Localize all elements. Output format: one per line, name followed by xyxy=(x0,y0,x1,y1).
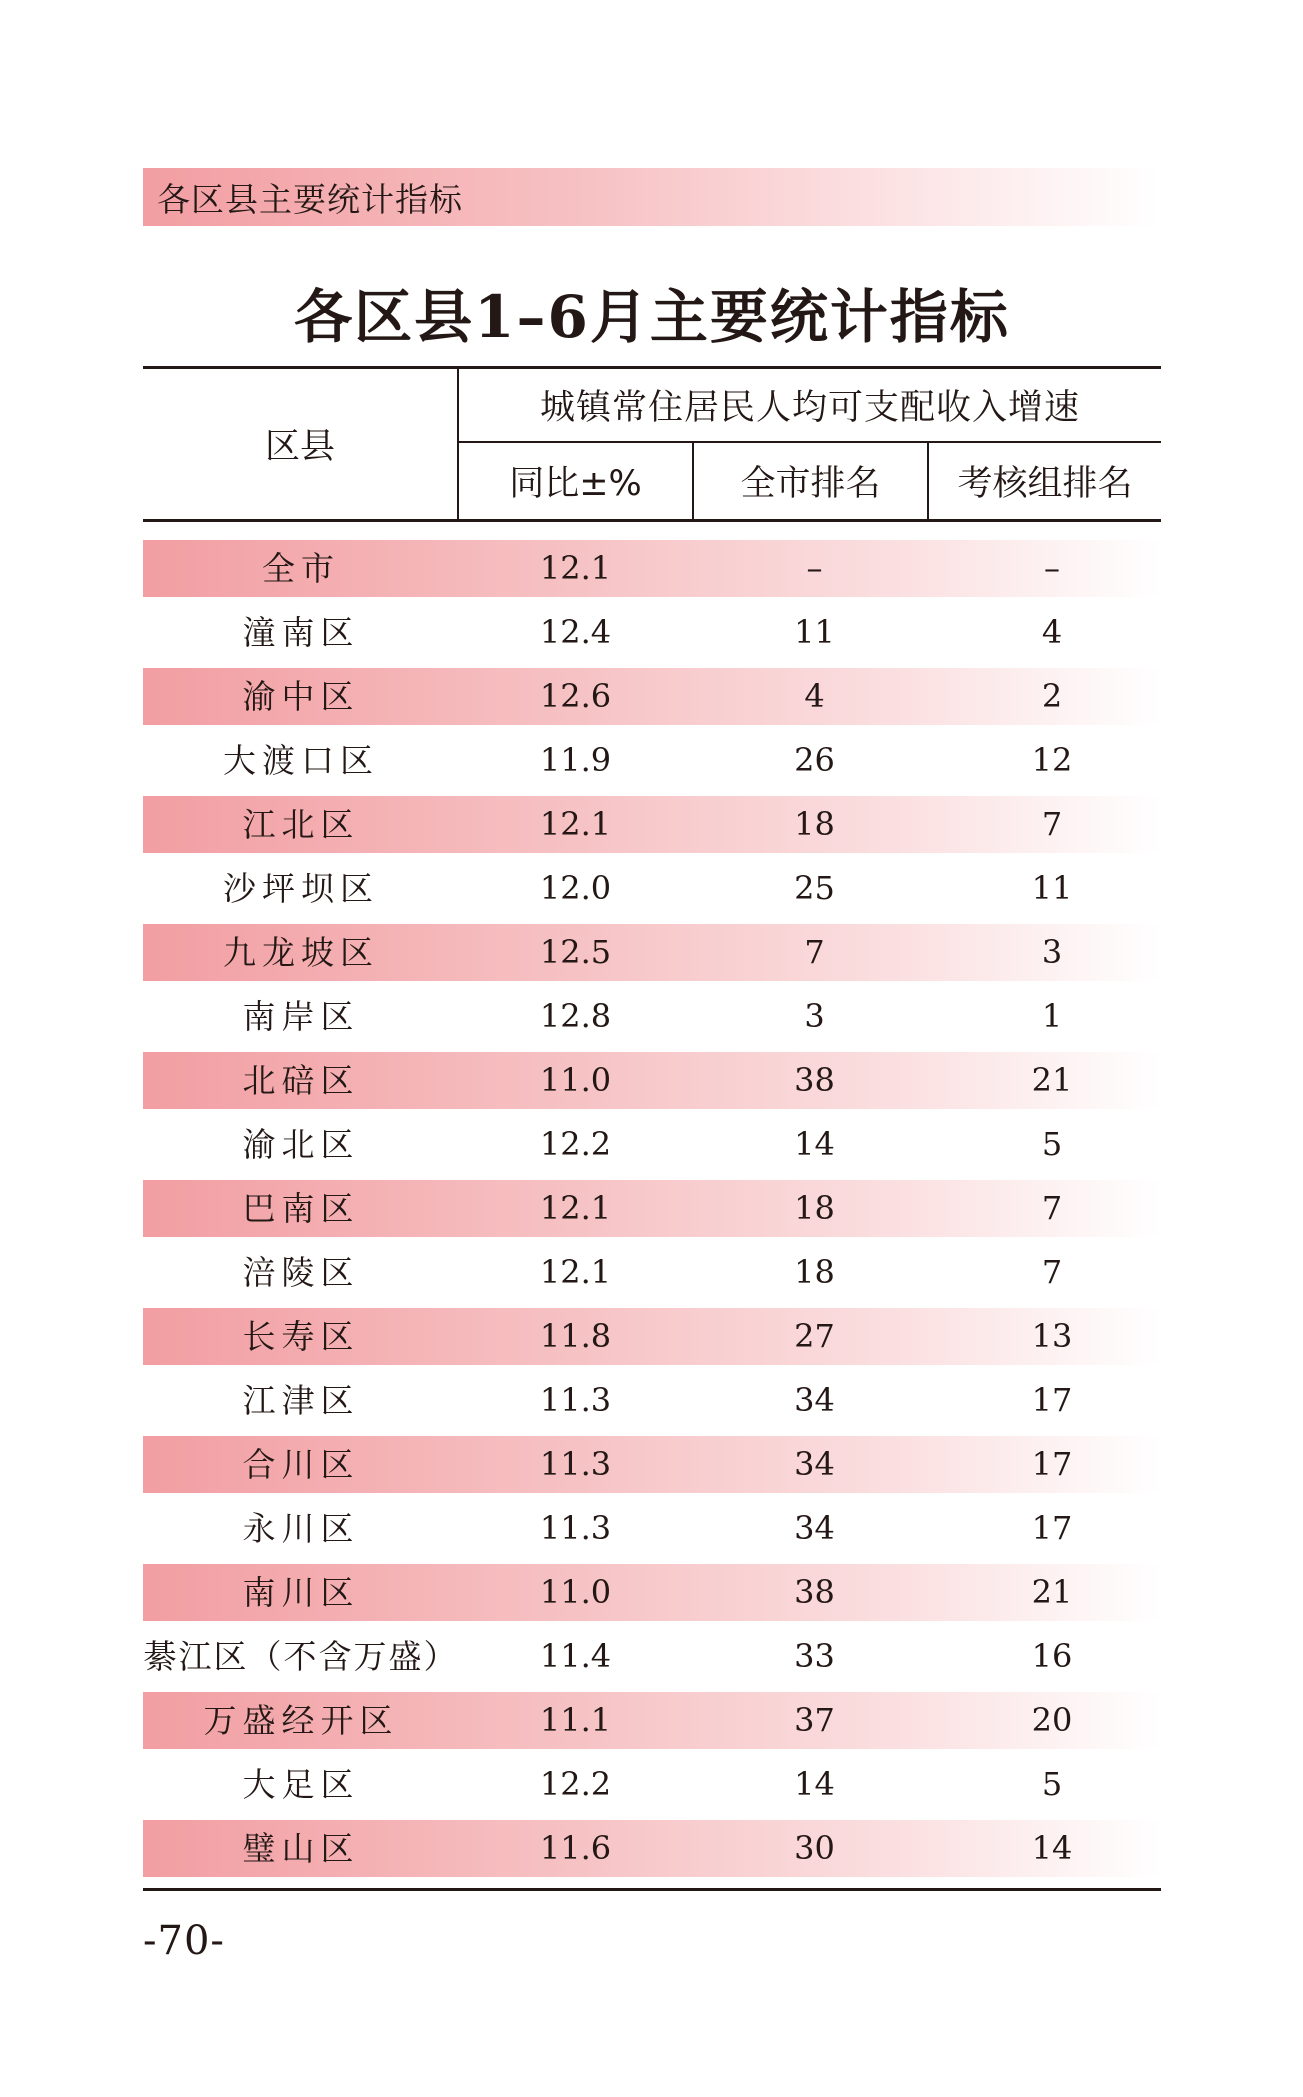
region-name: 璧山区 xyxy=(242,1829,360,1868)
table-row xyxy=(143,1116,1161,1173)
table-row xyxy=(143,1244,1161,1301)
city-rank-value: 3 xyxy=(804,997,825,1035)
group-rank-value: 17 xyxy=(1031,1445,1073,1483)
table-row xyxy=(143,1436,1161,1493)
region-name: 九龙坡区 xyxy=(223,933,379,972)
group-rank-value: 16 xyxy=(1031,1637,1073,1675)
yoy-value: 12.1 xyxy=(539,1253,612,1291)
region-name: 沙坪坝区 xyxy=(223,869,379,908)
city-rank-value: 18 xyxy=(794,805,835,843)
yoy-value: 12.0 xyxy=(539,869,612,907)
yoy-value: 12.1 xyxy=(539,549,612,587)
yoy-value: 12.1 xyxy=(539,805,612,843)
yoy-value: 11.3 xyxy=(539,1381,612,1419)
region-name: 合川区 xyxy=(242,1445,360,1484)
city-rank-value: 4 xyxy=(804,677,825,715)
header-city-rank: 全市排名 xyxy=(694,443,929,519)
city-rank-value: 34 xyxy=(794,1509,835,1547)
table-row xyxy=(143,860,1161,917)
region-name: 涪陵区 xyxy=(242,1253,360,1292)
yoy-value: 11.1 xyxy=(539,1701,612,1739)
yoy-value: 11.8 xyxy=(539,1317,612,1355)
region-name: 南川区 xyxy=(242,1573,360,1612)
region-name: 万盛经开区 xyxy=(203,1701,399,1740)
region-name: 渝北区 xyxy=(242,1125,360,1164)
yoy-value: 12.1 xyxy=(539,1189,612,1227)
group-rank-value: 5 xyxy=(1041,1125,1063,1163)
city-rank-value: 11 xyxy=(794,613,835,651)
table-row xyxy=(143,604,1161,661)
group-rank-value: 20 xyxy=(1031,1701,1073,1739)
table-header xyxy=(143,369,1161,519)
group-rank-value: 12 xyxy=(1031,741,1073,779)
table-row xyxy=(143,988,1161,1045)
table-bottom-rule xyxy=(143,1888,1161,1891)
yoy-value: 11.6 xyxy=(539,1829,612,1867)
group-rank-value: 2 xyxy=(1041,677,1063,715)
region-name: 大足区 xyxy=(242,1765,360,1804)
region-name: 潼南区 xyxy=(242,613,360,652)
group-rank-value: 7 xyxy=(1041,1253,1063,1291)
city-rank-value: 14 xyxy=(794,1125,835,1163)
section-header xyxy=(143,168,1161,226)
region-name: 南岸区 xyxy=(242,997,360,1036)
table-row xyxy=(143,1820,1161,1877)
group-rank-value: 14 xyxy=(1031,1829,1073,1867)
table-row xyxy=(143,1756,1161,1813)
table-row xyxy=(143,924,1161,981)
group-rank-value: 7 xyxy=(1041,805,1063,843)
table-row xyxy=(143,1180,1161,1237)
city-rank-value: – xyxy=(806,549,823,587)
city-rank-value: 34 xyxy=(794,1445,835,1483)
group-rank-value: 11 xyxy=(1031,869,1073,907)
region-name: 渝中区 xyxy=(242,677,360,716)
city-rank-value: 34 xyxy=(794,1381,835,1419)
group-rank-value: 4 xyxy=(1041,613,1063,651)
table-header-rule xyxy=(143,519,1161,522)
group-rank-value: 5 xyxy=(1041,1765,1063,1803)
region-name: 北碚区 xyxy=(242,1061,360,1100)
group-rank-value: 13 xyxy=(1031,1317,1073,1355)
yoy-value: 12.8 xyxy=(539,997,612,1035)
table-row xyxy=(143,668,1161,725)
city-rank-value: 7 xyxy=(804,933,825,971)
table-row xyxy=(143,1308,1161,1365)
city-rank-value: 33 xyxy=(794,1637,835,1675)
group-rank-value: 21 xyxy=(1031,1061,1073,1099)
region-name: 长寿区 xyxy=(242,1317,360,1356)
city-rank-value: 18 xyxy=(794,1253,835,1291)
header-income-growth: 城镇常住居民人均可支配收入增速 xyxy=(459,369,1161,443)
yoy-value: 12.2 xyxy=(539,1765,612,1803)
page-title: 各区县1–6月主要统计指标 xyxy=(294,283,1010,351)
table-row xyxy=(143,1372,1161,1429)
page-number: -70- xyxy=(143,1918,225,1964)
header-region: 区县 xyxy=(143,369,459,519)
table-row xyxy=(143,796,1161,853)
city-rank-value: 14 xyxy=(794,1765,835,1803)
city-rank-value: 38 xyxy=(794,1573,835,1611)
city-rank-value: 38 xyxy=(794,1061,835,1099)
region-name: 江津区 xyxy=(242,1381,360,1420)
yoy-value: 11.0 xyxy=(539,1061,612,1099)
city-rank-value: 25 xyxy=(794,869,835,907)
table-row xyxy=(143,1564,1161,1621)
group-rank-value: 3 xyxy=(1041,933,1063,971)
yoy-value: 11.3 xyxy=(539,1445,612,1483)
table-row xyxy=(143,1052,1161,1109)
section-label: 各区县主要统计指标 xyxy=(157,179,463,219)
region-name: 江北区 xyxy=(242,805,360,844)
group-rank-value: – xyxy=(1044,549,1060,587)
header-yoy: 同比±% xyxy=(459,443,694,519)
group-rank-value: 17 xyxy=(1031,1509,1073,1547)
yoy-value: 11.4 xyxy=(539,1637,612,1675)
yoy-value: 12.5 xyxy=(539,933,612,971)
group-rank-value: 17 xyxy=(1031,1381,1073,1419)
region-name: 綦江区（不含万盛） xyxy=(143,1637,459,1676)
city-rank-value: 27 xyxy=(794,1317,835,1355)
region-name: 巴南区 xyxy=(242,1189,360,1228)
table-body xyxy=(143,540,1161,1884)
city-rank-value: 26 xyxy=(794,741,835,779)
city-rank-value: 37 xyxy=(794,1701,835,1739)
yoy-value: 12.4 xyxy=(539,613,612,651)
table-row xyxy=(143,732,1161,789)
region-name: 全市 xyxy=(262,549,340,588)
yoy-value: 11.9 xyxy=(539,741,612,779)
table-row xyxy=(143,1500,1161,1557)
region-name: 永川区 xyxy=(242,1509,360,1548)
region-name: 大渡口区 xyxy=(223,741,379,780)
header-group-rank: 考核组排名 xyxy=(957,464,1133,504)
group-rank-value: 7 xyxy=(1041,1189,1063,1227)
table-row xyxy=(143,1692,1161,1749)
group-rank-value: 21 xyxy=(1031,1573,1073,1611)
yoy-value: 11.0 xyxy=(539,1573,612,1611)
yoy-value: 12.2 xyxy=(539,1125,612,1163)
yoy-value: 12.6 xyxy=(539,677,612,715)
city-rank-value: 18 xyxy=(794,1189,835,1227)
city-rank-value: 30 xyxy=(794,1829,835,1867)
table-row xyxy=(143,1628,1161,1685)
group-rank-value: 1 xyxy=(1041,997,1063,1035)
yoy-value: 11.3 xyxy=(539,1509,612,1547)
table-row xyxy=(143,540,1161,597)
